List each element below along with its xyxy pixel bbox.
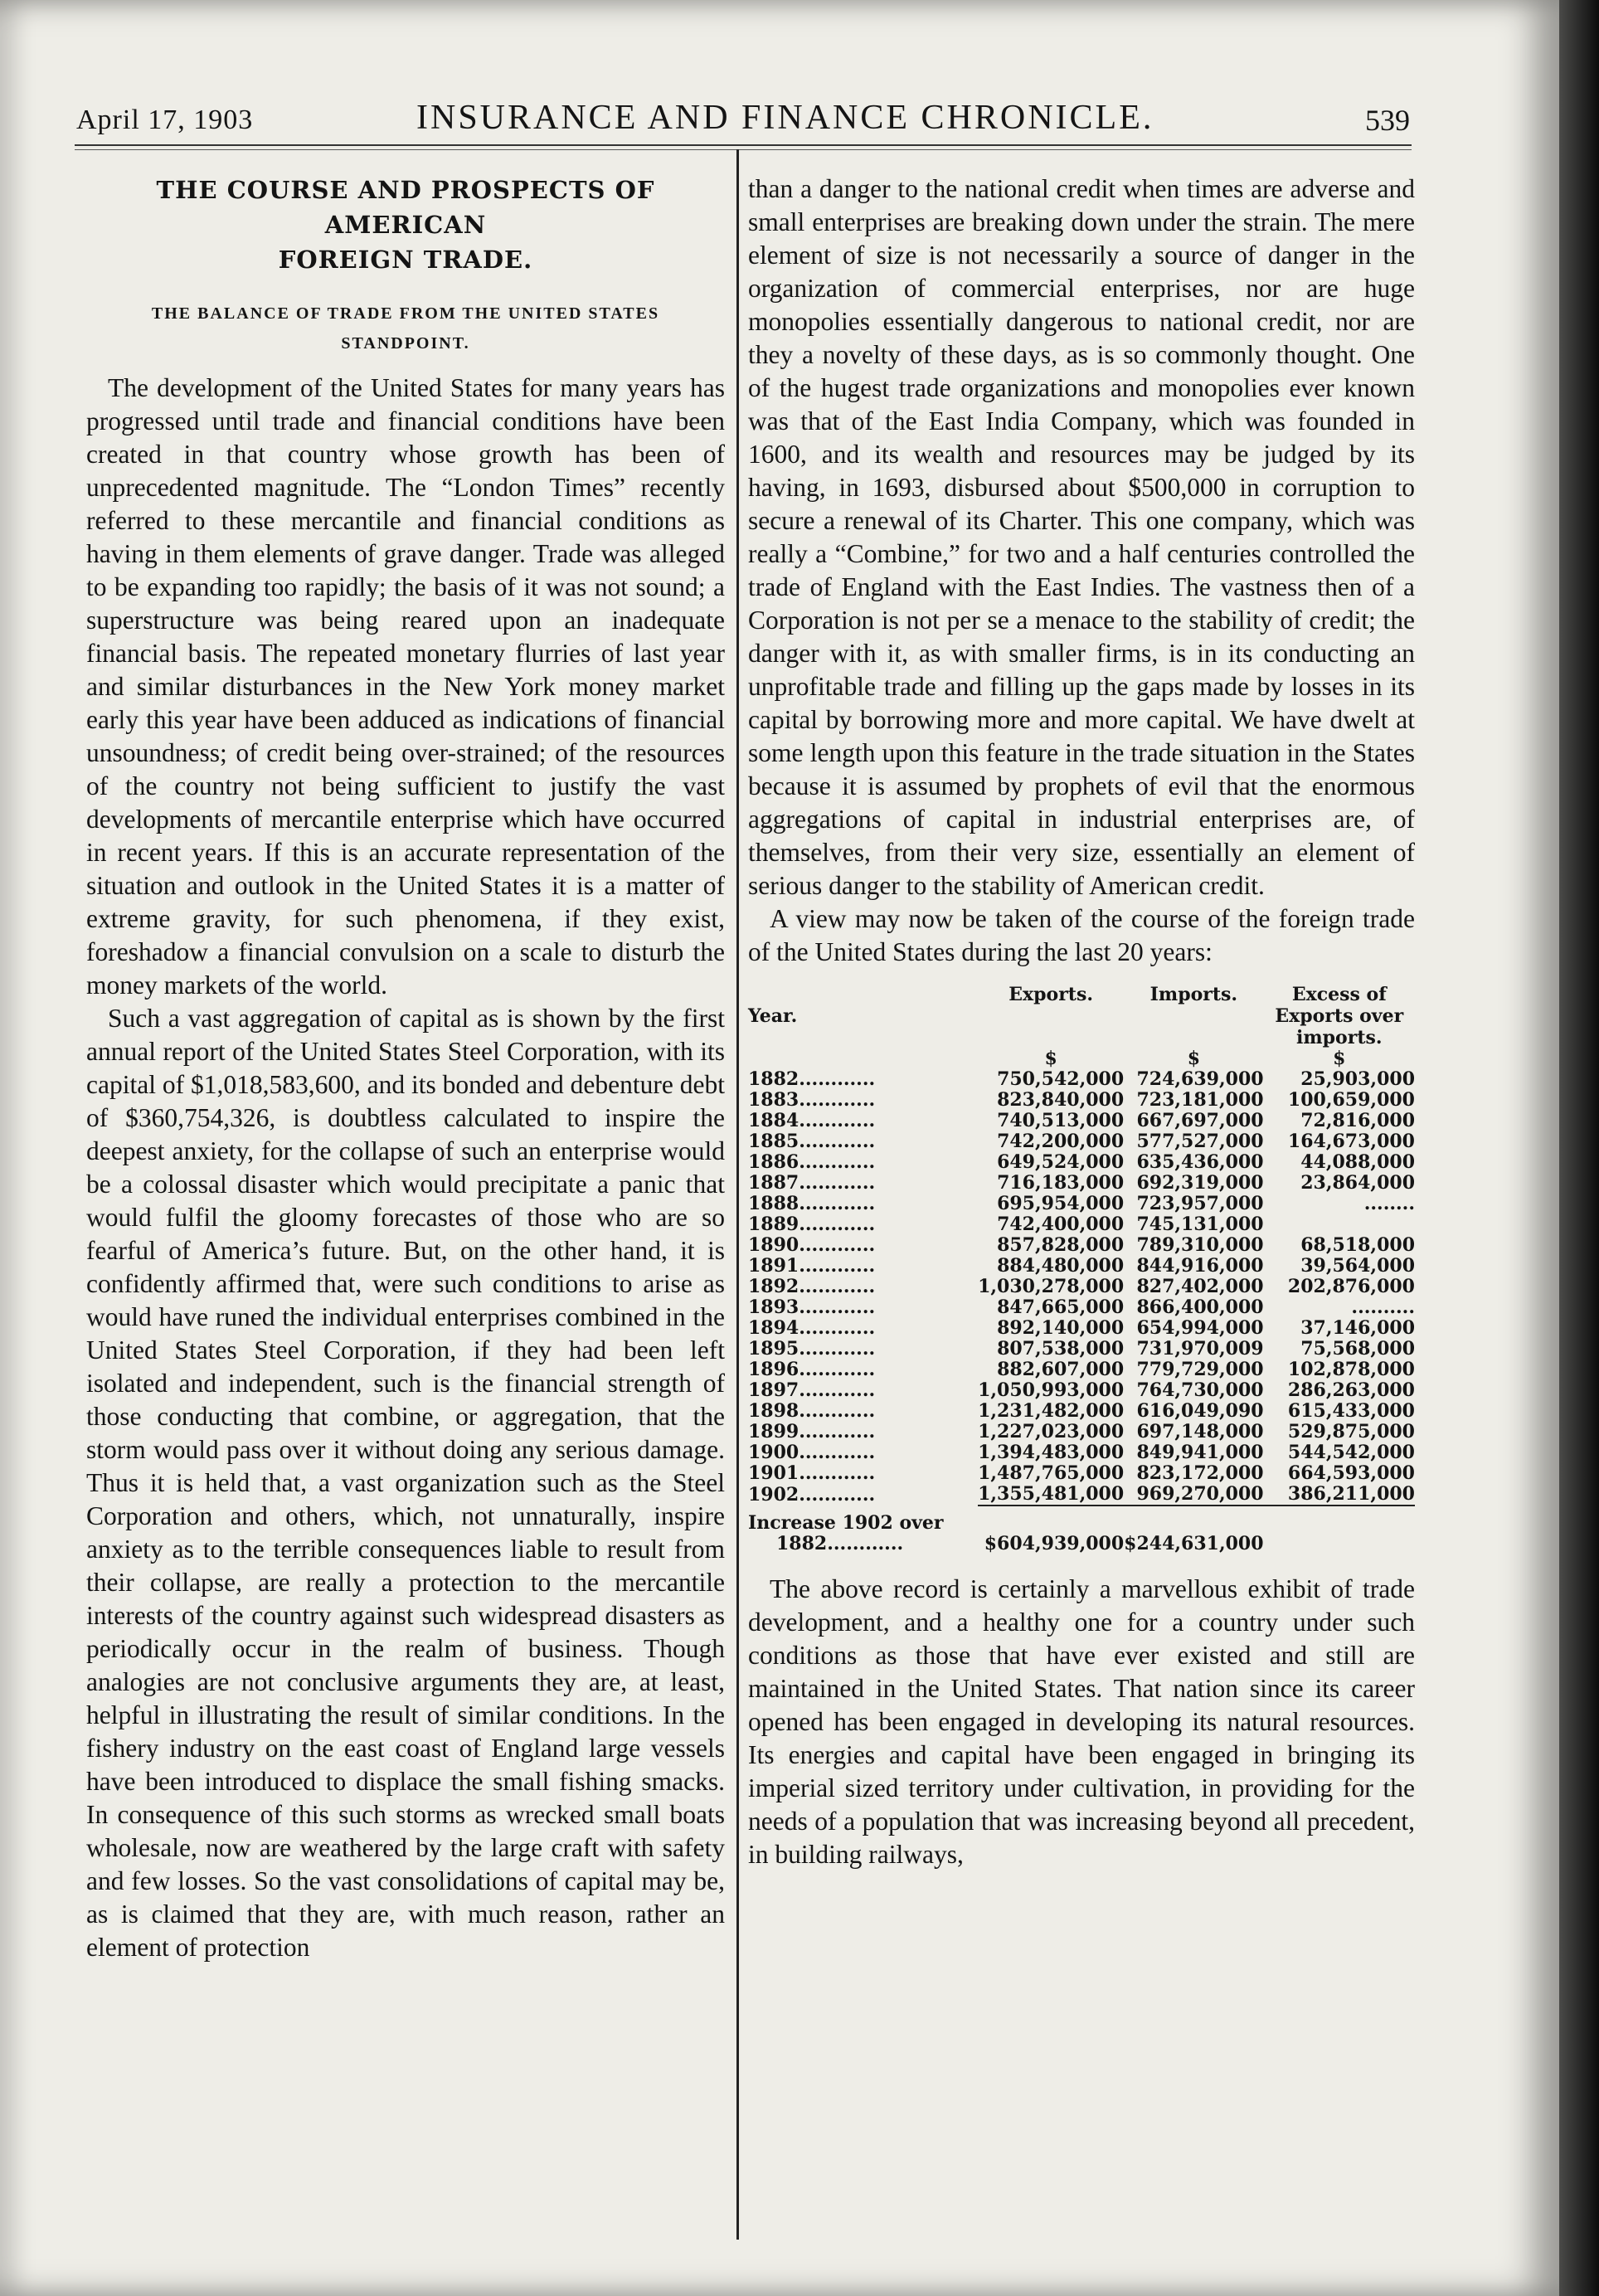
year-leader: ............: [799, 1193, 876, 1214]
exports-cell: 1,227,023,000: [978, 1421, 1125, 1442]
table-row: [748, 1069, 1415, 1090]
imports-cell: 789,310,000: [1136, 1234, 1264, 1256]
imports-cell: 577,527,000: [1136, 1131, 1264, 1152]
excess-cell: 202,876,000: [1287, 1276, 1415, 1297]
running-head: [76, 98, 1410, 148]
header-excess-line-3: imports.: [1296, 1027, 1383, 1048]
exports-cell: 884,480,000: [997, 1255, 1125, 1277]
excess-cell: 23,864,000: [1300, 1172, 1415, 1194]
table-row: [748, 1442, 1415, 1463]
header-imports: Imports.: [1149, 984, 1238, 1005]
issue-date: April 17, 1903: [76, 105, 254, 135]
exports-cell: 847,665,000: [997, 1296, 1125, 1318]
table-row: [748, 1380, 1415, 1401]
year-leader: ............: [799, 1255, 876, 1277]
year-leader: ............: [799, 1172, 876, 1194]
header-excess: [1264, 984, 1415, 1048]
journal-title: INSURANCE AND FINANCE CHRONICLE.: [416, 99, 1154, 137]
year-value: 1892: [748, 1276, 800, 1297]
excess-cell: 39,564,000: [1300, 1255, 1415, 1277]
exports-cell: 742,200,000: [997, 1131, 1125, 1152]
table-row: [748, 1422, 1415, 1442]
increase-label-line-2: [748, 1534, 978, 1554]
year-cell: [748, 1194, 978, 1214]
table-row: [748, 1111, 1415, 1131]
paragraph-continued: than a danger to the national credit when times are adverse and small enterprises are breaking down under the strain. The mere element of size is not necessarily a source of danger in the organization of commercial enterprises, nor are huge monopolies essentially dangerous to national credit, nor are they a novelty of these days, as is so commonly thought. One of the hugest trade organizations and monopolies ever known was that of the East India Company, which was founded in 1600, and its wealth and resources may be judged by its having, in 1693, disbursed about $500,000 in corruption to secure a renewal of its Charter. This one company, which was really a “Combine,” for two and a half centuries controlled the trade of England with the East Indies. The vastness then of a Corporation is not per se a menace to the stability of credit; the danger with it, as with smaller firms, is in its conducting an unprofitable trade and filling up the gaps made by losses in its capital by borrowing more and more capital. We have dwelt at some length upon this feature in the trade situation in the States because it is assumed by prophets of evil that the enormous aggregations of capital in industrial enterprises are, of themselves, from their very size, essentially an element of serious danger to the stability of American credit.: [748, 174, 1415, 900]
year-leader: ............: [799, 1089, 876, 1111]
table-row: [748, 1297, 1415, 1318]
year-leader: ............: [799, 1379, 876, 1401]
imports-cell: 823,172,000: [1136, 1462, 1264, 1484]
year-value: 1887: [748, 1172, 800, 1194]
excess-cell: 664,593,000: [1287, 1462, 1415, 1484]
increase-row: [748, 1513, 1415, 1534]
imports-cell: 866,400,000: [1136, 1296, 1264, 1318]
excess-cell: 102,878,000: [1287, 1359, 1415, 1380]
year-value: 1890: [748, 1234, 800, 1256]
excess-cell: 386,211,000: [1287, 1483, 1415, 1505]
year-leader: ............: [799, 1338, 876, 1360]
exports-cell: 750,542,000: [997, 1068, 1125, 1090]
year-value: 1885: [748, 1131, 800, 1152]
paragraph: A view may now be taken of the course of the foreign trade of the United States during the last 20 years:: [748, 904, 1415, 966]
imports-cell: 827,402,000: [1136, 1276, 1264, 1297]
year-cell: [748, 1256, 978, 1277]
imports-cell: 635,436,000: [1136, 1151, 1264, 1173]
exports-cell: 1,050,993,000: [978, 1379, 1125, 1401]
year-value: 1899: [748, 1421, 800, 1442]
excess-cell: ..........: [1351, 1296, 1415, 1318]
currency-symbol-exports: $: [1044, 1048, 1057, 1069]
year-cell: [748, 1484, 978, 1506]
excess-cell: 529,875,000: [1287, 1421, 1415, 1442]
year-cell: [748, 1360, 978, 1380]
article-title-line-2: FOREIGN TRADE.: [278, 246, 533, 274]
year-value: 1884: [748, 1110, 800, 1131]
exports-cell: 1,394,483,000: [978, 1442, 1125, 1463]
year-leader: ............: [799, 1421, 876, 1442]
imports-cell: 697,148,000: [1136, 1421, 1264, 1442]
imports-cell: 779,729,000: [1136, 1359, 1264, 1380]
imports-cell: 849,941,000: [1136, 1442, 1264, 1463]
excess-cell: 25,903,000: [1300, 1068, 1415, 1090]
exports-cell: 649,524,000: [997, 1151, 1125, 1173]
increase-label-line-1: Increase 1902 over: [748, 1512, 944, 1534]
article-title-line-1: THE COURSE AND PROSPECTS OF AMERICAN: [156, 176, 655, 239]
year-value: 1894: [748, 1317, 800, 1339]
year-leader: ............: [799, 1068, 876, 1090]
table-row: [748, 1401, 1415, 1422]
left-column: [86, 173, 725, 1964]
exports-cell: 740,513,000: [997, 1110, 1125, 1131]
increase-label-year: 1882: [776, 1533, 828, 1554]
table-row: [748, 1152, 1415, 1173]
paragraph-closing: The above record is certainly a marvellous exhibit of trade development, and a healthy one for a country under such conditions as those that have ever existed and still are maintained in the United States. That nation since its career opened has been engaged in developing its natural resources. Its energies and capital have been engaged in bringing its imperial sized territory under cultivation, in providing for the needs of a population that was increasing beyond all precedent, in building railways,: [748, 1574, 1415, 1869]
year-value: 1898: [748, 1400, 800, 1422]
exports-cell: 695,954,000: [997, 1193, 1125, 1214]
year-value: 1900: [748, 1442, 800, 1463]
imports-cell: 731,970,009: [1136, 1338, 1264, 1360]
year-leader: ............: [799, 1131, 876, 1152]
excess-cell: 75,568,000: [1300, 1338, 1415, 1360]
table-row: [748, 1484, 1415, 1506]
exports-cell: 857,828,000: [997, 1234, 1125, 1256]
year-leader: ............: [799, 1151, 876, 1173]
year-value: 1889: [748, 1214, 800, 1235]
year-cell: [748, 1090, 978, 1111]
year-leader: ............: [799, 1234, 876, 1256]
imports-cell: 764,730,000: [1136, 1379, 1264, 1401]
year-leader: ............: [799, 1214, 876, 1235]
paragraph: The development of the United States for many years has progressed until trade and financial conditions have been created in that country whose growth has been of unprecedented magnitude. The “London Times” recently referred to these mercantile and financial conditions as having in them elements of grave danger. Trade was alleged to be expanding too rapidly; the basis of it was not sound; a superstructure was being reared upon an inadequate financial basis. The repeated monetary flurries of last year and similar disturbances in the New York money market early this year have been adduced as indications of financial unsoundness; of credit being over-strained; of the resources of the country not being sufficient to justify the vast developments of mercantile enterprise which have occurred in recent years. If this is an accurate representation of the situation and outlook in the United States it is a matter of extreme gravity, for such phenomena, if they exist, foreshadow a financial convulsion on a scale to disturb the money markets of the world.: [86, 373, 725, 1000]
excess-cell: 44,088,000: [1300, 1151, 1415, 1173]
table-row: [748, 1235, 1415, 1256]
year-cell: [748, 1442, 978, 1463]
currency-symbol-excess: $: [1333, 1048, 1346, 1069]
year-value: 1886: [748, 1151, 800, 1173]
header-exports: Exports.: [1008, 984, 1093, 1005]
currency-blank: [748, 1048, 978, 1069]
excess-cell: 615,433,000: [1287, 1400, 1415, 1422]
year-cell: [748, 1111, 978, 1131]
excess-cell: ........: [1363, 1193, 1415, 1214]
year-cell: [748, 1463, 978, 1484]
year-value: 1891: [748, 1255, 800, 1277]
year-cell: [748, 1422, 978, 1442]
exports-cell: 742,400,000: [997, 1214, 1125, 1235]
year-leader: ............: [799, 1276, 876, 1297]
header-year: Year.: [748, 1005, 798, 1027]
excess-cell: 544,542,000: [1287, 1442, 1415, 1463]
increase-values-row: [748, 1534, 1415, 1554]
year-cell: [748, 1069, 978, 1090]
year-cell: [748, 1173, 978, 1194]
table-row: [748, 1256, 1415, 1277]
excess-cell: 72,816,000: [1300, 1110, 1415, 1131]
year-leader: ............: [799, 1317, 876, 1339]
column-divider: [736, 149, 739, 2240]
table-row: [748, 1214, 1415, 1235]
excess-cell: [1264, 1214, 1415, 1235]
year-cell: [748, 1380, 978, 1401]
imports-cell: 745,131,000: [1136, 1214, 1264, 1235]
year-cell: [748, 1235, 978, 1256]
header-excess-line-2: Exports over: [1275, 1005, 1404, 1027]
year-value: 1896: [748, 1359, 800, 1380]
exports-cell: 1,355,481,000: [978, 1483, 1125, 1505]
table-row: [748, 1463, 1415, 1484]
year-value: 1902: [748, 1483, 800, 1506]
year-cell: [748, 1214, 978, 1235]
exports-cell: 1,487,765,000: [978, 1462, 1125, 1484]
page-number: 539: [1365, 104, 1410, 137]
table-row: [748, 1173, 1415, 1194]
year-cell: [748, 1318, 978, 1339]
paragraph: Such a vast aggregation of capital as is shown by the first annual report of the United States Steel Corporation, with its capital of $1,018,583,600, and its bonded and debenture debt of $360,754,326, is doubtless calculated to inspire the deepest anxiety, for the collapse of such an enterprise would be a colossal disaster which would precipitate a panic that would fulfil the gloomy forecastes of those who are so fearful of America’s future. But, on the other hand, it is confidently affirmed that, were such conditions to arise as would have runed the individual enterprises combined in the United States Steel Corporation, if they had been left isolated and independent, such is the financial strength of those conducting that combine, or aggregation, that the storm would pass over it without doing any serious damage. Thus it is held that, a vast organization such as the Steel Corporation and others, which, not unnaturally, inspire anxiety as to the terrible consequences liable to result from their collapse, are really a protection to the mercantile interests of the country against such widespread disasters as periodically occur in the realm of business. Though analogies are not conclusive arguments they are, at least, helpful in illustrating the result of similar conditions. In the fishery industry on the east coast of England large vessels have been introduced to displace the small fishing smacks. In consequence of this such storms as wrecked small boats wholesale, now are weathered by the large craft with safety and few losses. So the vast consolidations of capital may be, as is claimed that they are, with much reason, rather an element of protection: [86, 1004, 725, 1962]
header-excess-line-1: Excess of: [1291, 984, 1387, 1005]
increase-exports: $604,939,000: [984, 1533, 1125, 1554]
table-row: [748, 1339, 1415, 1360]
imports-cell: 969,270,000: [1136, 1483, 1264, 1505]
increase-imports: $244,631,000: [1124, 1533, 1264, 1554]
table-row: [748, 1318, 1415, 1339]
exports-cell: 716,183,000: [997, 1172, 1125, 1194]
excess-cell: 68,518,000: [1300, 1234, 1415, 1256]
year-cell: [748, 1152, 978, 1173]
excess-cell: 37,146,000: [1300, 1317, 1415, 1339]
exports-cell: 882,607,000: [997, 1359, 1125, 1380]
currency-symbol-imports: $: [1187, 1048, 1201, 1069]
increase-label-leader: ............: [827, 1533, 904, 1554]
year-cell: [748, 1277, 978, 1297]
year-leader: ............: [799, 1483, 876, 1506]
exports-cell: 1,231,482,000: [978, 1400, 1125, 1422]
table-row: [748, 1131, 1415, 1152]
year-leader: ............: [799, 1110, 876, 1131]
year-value: 1883: [748, 1089, 800, 1111]
year-leader: ............: [799, 1400, 876, 1422]
imports-cell: 616,049,090: [1136, 1400, 1264, 1422]
imports-cell: 667,697,000: [1136, 1110, 1264, 1131]
imports-cell: 654,994,000: [1136, 1317, 1264, 1339]
year-leader: ............: [799, 1296, 876, 1318]
header-rule: [75, 144, 1412, 146]
imports-cell: 724,639,000: [1136, 1068, 1264, 1090]
excess-cell: 164,673,000: [1287, 1131, 1415, 1152]
header-rule-thin: [75, 149, 1412, 150]
table-row: [748, 1277, 1415, 1297]
year-value: 1895: [748, 1338, 800, 1360]
imports-cell: 723,957,000: [1136, 1193, 1264, 1214]
table-row: [748, 1090, 1415, 1111]
table-row: [748, 1360, 1415, 1380]
year-cell: [748, 1401, 978, 1422]
year-value: 1897: [748, 1379, 800, 1401]
trade-table-body: [748, 1069, 1415, 1506]
exports-cell: 1,030,278,000: [978, 1276, 1125, 1297]
exports-cell: 807,538,000: [997, 1338, 1125, 1360]
year-value: 1893: [748, 1296, 800, 1318]
binding-edge: [1559, 0, 1599, 2296]
year-leader: ............: [799, 1442, 876, 1463]
excess-cell: 100,659,000: [1287, 1089, 1415, 1111]
year-cell: [748, 1131, 978, 1152]
year-cell: [748, 1297, 978, 1318]
imports-cell: 844,916,000: [1136, 1255, 1264, 1277]
imports-cell: 723,181,000: [1136, 1089, 1264, 1111]
imports-cell: 692,319,000: [1136, 1172, 1264, 1194]
year-cell: [748, 1339, 978, 1360]
right-column: [748, 173, 1415, 1871]
table-row: [748, 1194, 1415, 1214]
article-subtitle-line-2: STANDPOINT.: [341, 334, 470, 353]
exports-cell: 823,840,000: [997, 1089, 1125, 1111]
article-subtitle-line-1: THE BALANCE OF TRADE FROM THE UNITED STATES: [151, 304, 660, 323]
year-value: 1901: [748, 1462, 800, 1484]
exports-cell: 892,140,000: [997, 1317, 1125, 1339]
excess-cell: 286,263,000: [1287, 1379, 1415, 1401]
year-value: 1888: [748, 1193, 800, 1214]
foreign-trade-table: [748, 984, 1415, 1554]
year-leader: ............: [799, 1359, 876, 1380]
article-title: [86, 173, 725, 277]
article-subtitle: [86, 299, 725, 358]
year-leader: ............: [799, 1462, 876, 1484]
year-value: 1882: [748, 1068, 800, 1090]
